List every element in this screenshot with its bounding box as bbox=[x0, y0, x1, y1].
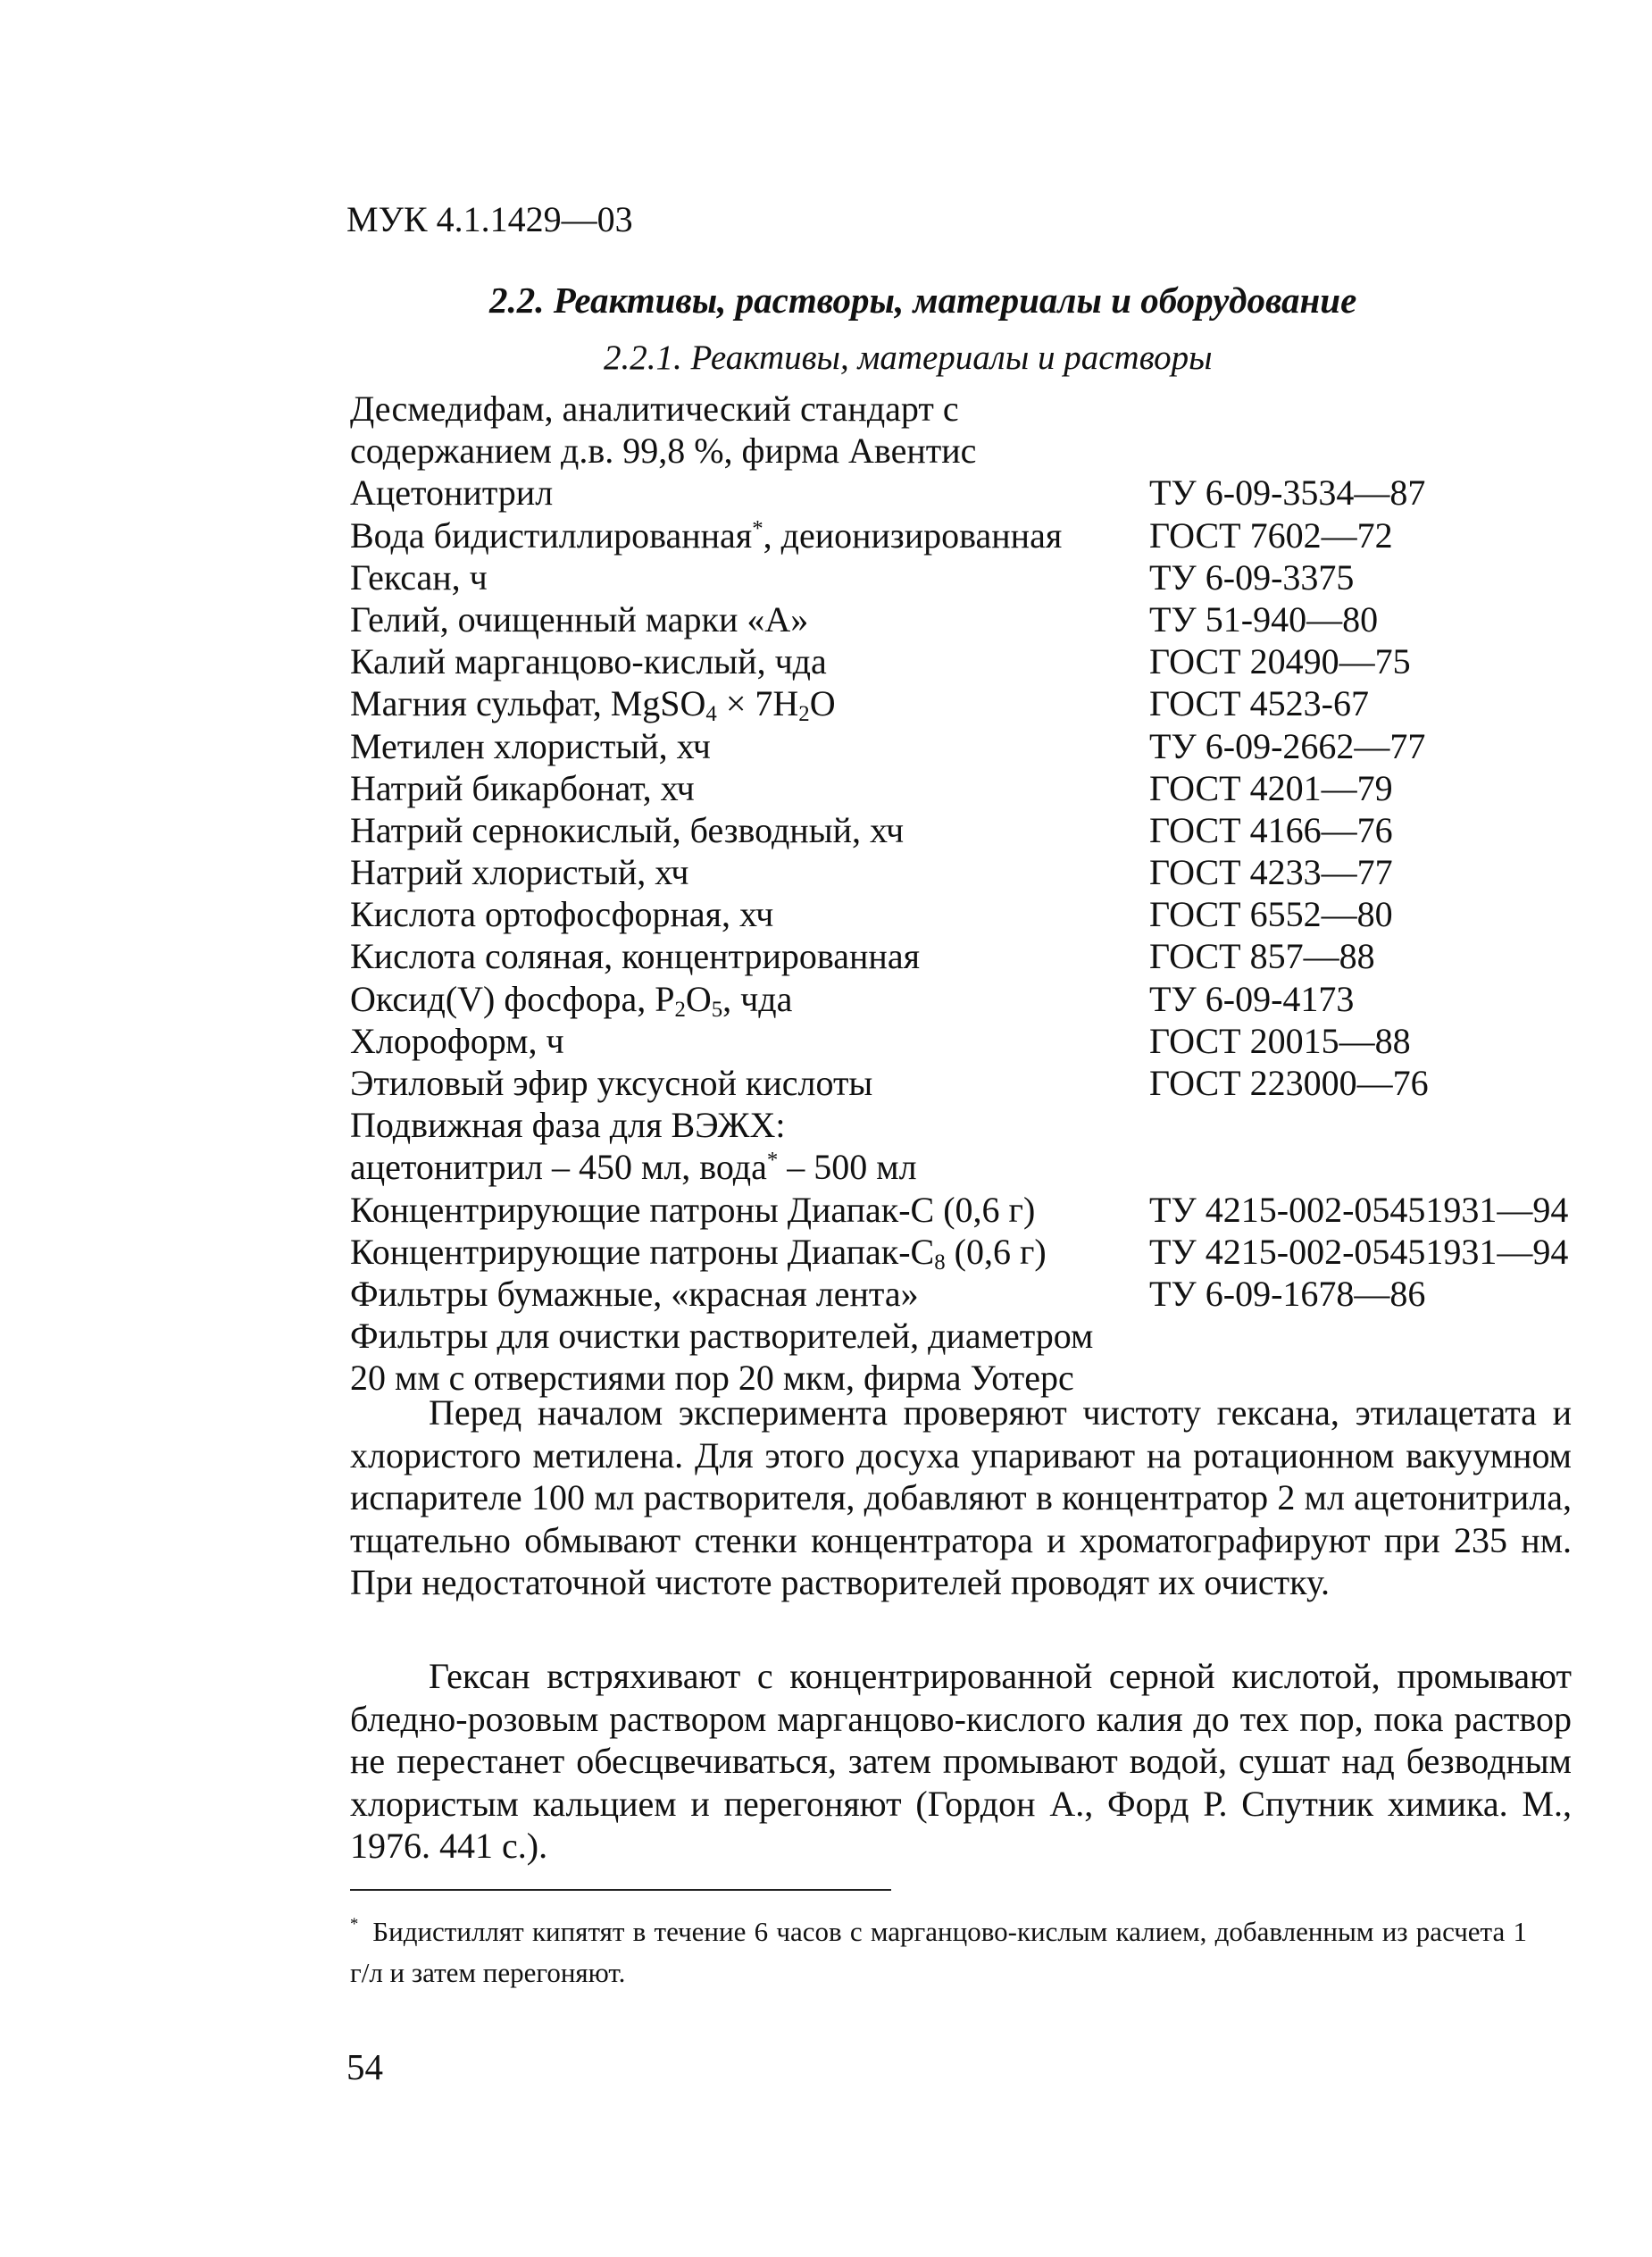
reagent-name-part: (0,6 г) bbox=[945, 1231, 1047, 1272]
reagent-row bbox=[350, 1273, 1582, 1315]
reagent-name-part: Магния сульфат, MgSO bbox=[350, 683, 706, 724]
reagent-standard: ГОСТ 223000—76 bbox=[1149, 1063, 1429, 1103]
footnote-mark: * bbox=[350, 1914, 359, 1934]
reagent-name bbox=[350, 682, 836, 727]
reagent-name: Подвижная фаза для ВЭЖХ: bbox=[350, 1105, 786, 1146]
footnote bbox=[350, 1911, 1527, 1994]
reagent-row bbox=[350, 514, 1582, 556]
reagent-row bbox=[350, 1104, 1582, 1146]
reagent-name-part: × 7H bbox=[716, 683, 799, 724]
reagent-standard: ТУ 4215-002-05451931—94 bbox=[1149, 1231, 1569, 1272]
reagent-name bbox=[350, 978, 792, 1020]
formula-subscript: 2 bbox=[798, 702, 810, 727]
reagent-name-part: , деионизированная bbox=[763, 514, 1063, 556]
reagent-row bbox=[350, 1315, 1582, 1357]
reagent-name: содержанием д.в. 99,8 %, фирма Авентис bbox=[350, 431, 977, 472]
reagent-name-part: O bbox=[809, 683, 836, 724]
reagent-name-part: – 500 мл bbox=[778, 1147, 917, 1188]
reagent-row bbox=[350, 472, 1582, 514]
reagent-row bbox=[350, 1146, 1582, 1188]
subsection-title: 2.2.1. Реактивы, материалы и растворы bbox=[604, 339, 1213, 377]
paragraph-hexane-purification: Гексан встряхивают с концентрированной серной кислотой, промывают бледно-розовым раствором марганцово-кислого калия до тех пор, пока раствор не перестанет обесцвечиваться, затем промывают водой, сушат над безводным хлористым кальцием и перегоняют (Гордон А., Форд Р. Спутник химика. М., 1976. 441 с.). bbox=[350, 1656, 1572, 1866]
reagent-standard: ТУ 4215-002-05451931—94 bbox=[1149, 1189, 1569, 1230]
reagent-name: Гексан, ч bbox=[350, 556, 488, 598]
reagent-name: Кислота соляная, концентрированная bbox=[350, 936, 920, 977]
page-number: 54 bbox=[346, 2046, 383, 2087]
formula-subscript: 2 bbox=[674, 997, 686, 1022]
reagent-name: Метилен хлористый, хч bbox=[350, 725, 711, 766]
reagent-row bbox=[350, 388, 1582, 430]
reagent-name: 20 мм с отверстиями пор 20 мкм, фирма Уотерс bbox=[350, 1358, 1074, 1399]
reagent-standard: ГОСТ 20015—88 bbox=[1149, 1020, 1411, 1061]
reagent-standard: ГОСТ 4166—76 bbox=[1149, 809, 1393, 850]
reagent-row bbox=[350, 556, 1582, 598]
reagent-row bbox=[350, 1189, 1582, 1231]
footnote-divider bbox=[350, 1889, 891, 1891]
reagent-name: Кислота ортофосфорная, хч bbox=[350, 894, 774, 935]
reagent-name: Десмедифам, аналитический стандарт с bbox=[350, 389, 959, 429]
reagent-name: Этиловый эфир уксусной кислоты bbox=[350, 1063, 873, 1103]
formula-subscript: 8 bbox=[934, 1250, 946, 1275]
reagent-standard: ГОСТ 857—88 bbox=[1149, 936, 1375, 977]
reagent-row bbox=[350, 935, 1582, 977]
reagent-name: Фильтры для очистки растворителей, диаметром bbox=[350, 1316, 1094, 1357]
footnote-text: Бидистиллят кипятят в течение 6 часов с марганцово-кислым калием, добавленным из расчета 1 г/л и затем перегоняют. bbox=[350, 1916, 1527, 1988]
reagent-row bbox=[350, 725, 1582, 767]
reagent-standard: ТУ 51-940—80 bbox=[1149, 598, 1379, 639]
reagent-name: Фильтры бумажные, «красная лента» bbox=[350, 1273, 919, 1314]
reagent-row bbox=[350, 1020, 1582, 1062]
reagent-standard: ГОСТ 7602—72 bbox=[1149, 514, 1393, 556]
footnote-reference: * bbox=[766, 1148, 779, 1173]
reagent-standard: ГОСТ 4233—77 bbox=[1149, 852, 1393, 893]
reagent-standard: ГОСТ 4523-67 bbox=[1149, 683, 1369, 724]
paragraph-solvent-purity-check: Перед началом эксперимента проверяют чистоту гексана, этилацетата и хлористого метилена. Для этого досуха упаривают на ротационном вакуумном испарителе 100 мл растворителя, добавляют в концентратор 2 мл ацетонитрила, тщательно обмывают стенки концентратора и хроматографируют при 235 нм. При недостаточной чистоте растворителей проводят их очистку. bbox=[350, 1392, 1572, 1602]
reagent-name bbox=[350, 1146, 917, 1188]
section-title: 2.2. Реактивы, растворы, материалы и оборудование bbox=[489, 280, 1357, 321]
reagent-standard: ТУ 6-09-4173 bbox=[1149, 978, 1355, 1019]
reagent-row bbox=[350, 767, 1582, 809]
document-code: МУК 4.1.1429—03 bbox=[346, 199, 633, 239]
reagent-name: Ацетонитрил bbox=[350, 472, 554, 514]
reagent-standard: ТУ 6-09-2662—77 bbox=[1149, 725, 1426, 766]
reagent-name-part: Вода бидистиллированная bbox=[350, 514, 753, 556]
reagent-name: Натрий хлористый, хч bbox=[350, 852, 689, 893]
reagent-row bbox=[350, 809, 1582, 851]
reagent-row bbox=[350, 1062, 1582, 1104]
reagent-name: Калий марганцово-кислый, чда bbox=[350, 641, 827, 682]
reagent-row bbox=[350, 1231, 1582, 1273]
reagent-name-part: Оксид(V) фосфора, P bbox=[350, 978, 675, 1019]
reagent-standard: ТУ 6-09-3534—87 bbox=[1149, 472, 1426, 514]
reagent-name-part: ацетонитрил – 450 мл, вода bbox=[350, 1147, 767, 1188]
reagent-name: Гелий, очищенный марки «А» bbox=[350, 598, 809, 639]
reagent-name bbox=[350, 514, 1062, 556]
reagent-standard: ГОСТ 4201—79 bbox=[1149, 767, 1393, 808]
reagent-name: Концентрирующие патроны Диапак-С (0,6 г) bbox=[350, 1189, 1036, 1230]
reagent-name-part: Концентрирующие патроны Диапак-С bbox=[350, 1231, 935, 1272]
reagent-row bbox=[350, 893, 1582, 935]
reagent-row bbox=[350, 682, 1582, 727]
reagent-row bbox=[350, 640, 1582, 682]
reagent-row bbox=[350, 598, 1582, 640]
reagent-name bbox=[350, 1231, 1047, 1273]
reagent-name: Натрий сернокислый, безводный, хч bbox=[350, 809, 905, 850]
reagents-list bbox=[350, 388, 1582, 1400]
reagent-row bbox=[350, 978, 1582, 1020]
formula-subscript: 5 bbox=[711, 997, 723, 1022]
reagent-name-part: O bbox=[685, 978, 712, 1019]
formula-subscript: 4 bbox=[705, 702, 717, 727]
footnote-reference: * bbox=[752, 515, 763, 540]
reagent-standard: ГОСТ 20490—75 bbox=[1149, 641, 1411, 682]
reagent-standard: ТУ 6-09-1678—86 bbox=[1149, 1273, 1426, 1314]
reagent-row bbox=[350, 851, 1582, 893]
reagent-standard: ГОСТ 6552—80 bbox=[1149, 894, 1393, 935]
reagent-name: Натрий бикарбонат, хч bbox=[350, 767, 695, 808]
reagent-name-part: , чда bbox=[722, 978, 793, 1019]
reagent-name: Хлороформ, ч bbox=[350, 1020, 564, 1061]
reagent-row bbox=[350, 430, 1582, 472]
reagent-standard: ТУ 6-09-3375 bbox=[1149, 556, 1355, 598]
